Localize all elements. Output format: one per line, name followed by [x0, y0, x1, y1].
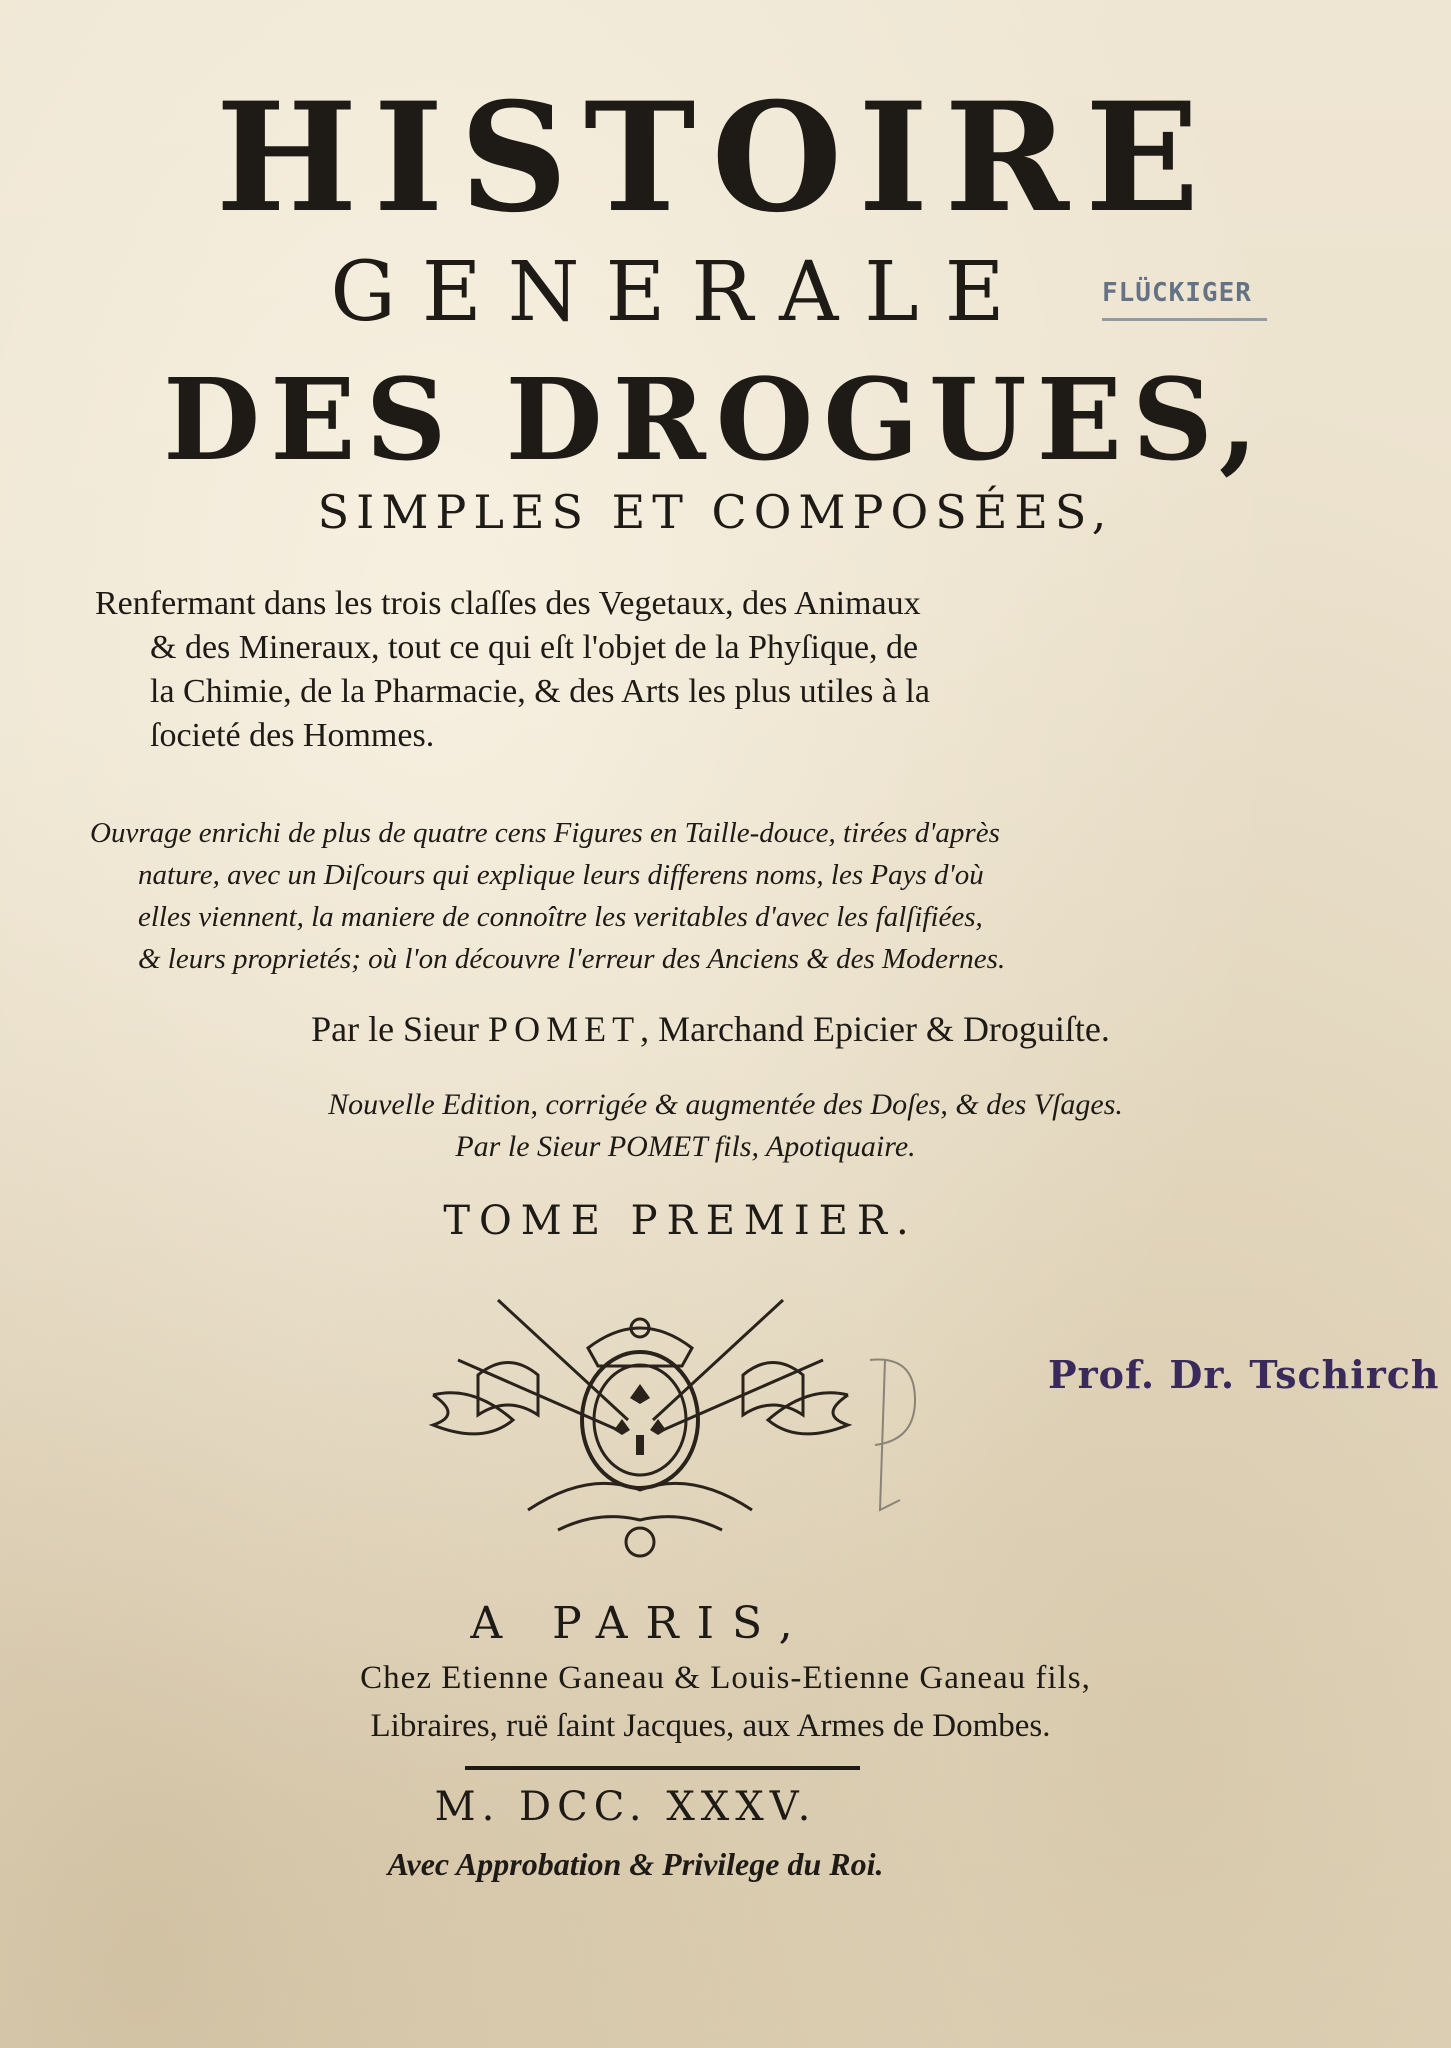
stamp-underline	[1102, 318, 1267, 321]
work-note-line: nature, avec un Diſcours qui explique leurs differens noms, les Pays d'où	[138, 859, 984, 891]
author-suffix: , Marchand Epicier & Droguiſte.	[640, 1009, 1110, 1049]
title-line-histoire: HISTOIRE	[215, 70, 1216, 246]
author-line	[0, 1008, 1436, 1050]
subtitle-simples-composees: SIMPLES ET COMPOSÉES,	[317, 485, 1114, 539]
work-note-line: Ouvrage enrichi de plus de quatre cens Figures en Taille-douce, tirées d'après	[90, 817, 1000, 849]
tschirch-signature: Prof. Dr. Tschirch	[1048, 1352, 1440, 1397]
title-line-drogues: DES DROGUES,	[163, 355, 1268, 486]
flueckiger-stamp: FLÜCKIGER	[1102, 278, 1252, 308]
title-line-generale: GENERALE	[330, 245, 1031, 340]
description-line: Renfermant dans les trois claſſes des Vegetaux, des Animaux	[95, 585, 921, 622]
description-line: & des Mineraux, tout ce qui eſt l'objet de la Phyſique, de	[150, 629, 919, 666]
work-note-paragraph	[90, 812, 1260, 980]
volume-label: TOME PREMIER.	[443, 1198, 918, 1244]
edition-line-2: Par le Sieur POMET fils, Apotiquaire.	[455, 1130, 916, 1163]
edition-line-1: Nouvelle Edition, corrigée & augmentée des Doſes, & des Vſages.	[328, 1088, 1123, 1121]
royal-arms-vignette	[418, 1280, 863, 1575]
description-line: ſocieté des Hommes.	[150, 717, 435, 754]
work-note-line: & leurs proprietés; où l'on découvre l'erreur des Anciens & des Modernes.	[138, 943, 1006, 975]
imprint-rule	[465, 1766, 860, 1770]
publication-year: M. DCC. XXXV.	[434, 1784, 817, 1830]
author-prefix: Par le Sieur	[311, 1009, 480, 1049]
publisher-line-1: Chez Etienne Ganeau & Louis-Etienne Ganeau fils,	[360, 1660, 1091, 1696]
description-line: la Chimie, de la Pharmacie, & des Arts les plus utiles à la	[150, 673, 930, 710]
author-name: POMET	[488, 1009, 641, 1049]
pencil-mark	[860, 1350, 950, 1520]
publisher-line-2: Libraires, ruë ſaint Jacques, aux Armes de Dombes.	[370, 1708, 1051, 1744]
work-note-line: elles viennent, la maniere de connoître les veritables d'avec les falſifiées,	[138, 901, 983, 933]
privilege-line: Avec Approbation & Privilege du Roi.	[387, 1846, 884, 1882]
description-paragraph	[95, 582, 1245, 758]
imprint-place: A PARIS,	[470, 1598, 811, 1649]
